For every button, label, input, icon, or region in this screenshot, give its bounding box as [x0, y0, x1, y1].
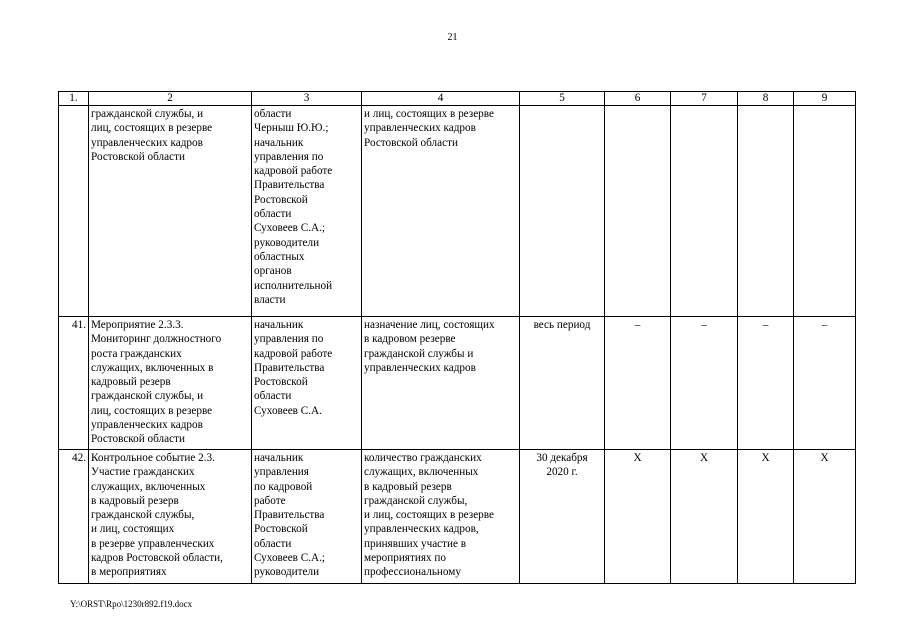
cell-text-line: работе — [254, 494, 286, 507]
plan-table — [58, 91, 856, 584]
cell-text-line: управления по — [254, 333, 324, 346]
cell-text-line: области — [254, 537, 292, 550]
table-cell-col-3 — [252, 106, 362, 317]
table-cell-col-7: – — [671, 317, 738, 450]
table-cell-col-8 — [738, 106, 794, 317]
table-cell-col-9: – — [794, 317, 856, 450]
cell-text-line: начальник — [254, 136, 304, 149]
cell-text-line: кадров Ростовской области, — [91, 552, 223, 565]
table-cell-col-3 — [252, 317, 362, 450]
cell-text-line: лиц, состоящих в резерве — [91, 404, 213, 417]
cell-text-line: руководители — [254, 566, 320, 579]
cell-text-line: Правительства — [254, 361, 325, 374]
cell-text-line: управленческих кадров, — [364, 523, 479, 536]
table-row — [59, 450, 856, 584]
cell-text-line: служащих, включенных — [364, 466, 479, 479]
table-cell-col-9: X — [794, 450, 856, 584]
cell-text-line: областных — [254, 250, 305, 263]
table-cell-col-1: 41. — [59, 317, 89, 450]
cell-text-line: области — [254, 208, 292, 221]
header-cell-4: 4 — [362, 92, 520, 106]
cell-text-line: Суховеев С.А.; — [254, 552, 326, 565]
cell-text-line: власти — [254, 293, 286, 306]
header-cell-2: 2 — [89, 92, 252, 106]
cell-text-line: гражданской службы, — [91, 509, 195, 522]
cell-text-line: кадровой работе — [254, 347, 333, 360]
cell-text-line: гражданской службы и — [364, 347, 474, 360]
cell-text-line: управленческих кадров — [91, 419, 203, 432]
cell-text-line: роста гражданских — [91, 347, 182, 360]
table-cell-col-2 — [89, 317, 252, 450]
cell-text-line: Ростовской — [254, 376, 308, 389]
cell-text-line: управленческих кадров — [91, 136, 203, 149]
cell-text-line: гражданской службы, и — [91, 390, 204, 403]
header-cell-3: 3 — [252, 92, 362, 106]
cell-text-line: начальник — [254, 319, 304, 331]
cell-text-line: принявших участие в — [364, 537, 467, 550]
table-cell-col-6: X — [605, 450, 671, 584]
cell-text-line: управления — [254, 466, 309, 479]
table-cell-col-8: – — [738, 317, 794, 450]
cell-text-line: области — [254, 390, 292, 403]
table-cell-col-9 — [794, 106, 856, 317]
cell-text-line: служащих, включенных — [91, 480, 206, 493]
table-cell-col-1: 42. — [59, 450, 89, 584]
cell-text-line: Правительства — [254, 179, 325, 192]
table-cell-col-4 — [362, 450, 520, 584]
cell-text-line: управления по — [254, 150, 324, 163]
cell-text-line: Суховеев С.А. — [254, 404, 322, 417]
table-cell-col-8: X — [738, 450, 794, 584]
header-cell-9: 9 — [794, 92, 856, 106]
table-cell-col-5 — [520, 450, 605, 584]
cell-text-line: и лиц, состоящих в резерве — [364, 509, 494, 522]
cell-text-line: Черныш Ю.Ю.; — [254, 122, 329, 135]
cell-text-line: 30 декабря — [536, 452, 588, 464]
header-cell-6: 6 — [605, 92, 671, 106]
cell-text-line: количество гражданских — [364, 452, 482, 464]
cell-text-line: 2020 г. — [546, 466, 578, 479]
table-cell-col-1 — [59, 106, 89, 317]
cell-text-line: области — [254, 108, 292, 120]
cell-text-line: руководители — [254, 236, 320, 249]
header-cell-1: 1. — [59, 92, 89, 106]
cell-text-line: в кадровом резерве — [364, 333, 456, 346]
table-cell-col-7 — [671, 106, 738, 317]
cell-text-line: кадровой работе — [254, 165, 333, 178]
table-cell-col-4 — [362, 317, 520, 450]
cell-text-line: в мероприятиях — [91, 566, 167, 579]
cell-text-line: Ростовской области — [91, 433, 185, 446]
cell-text-line: начальник — [254, 452, 304, 464]
cell-text-line: Участие гражданских — [91, 466, 195, 479]
cell-text-line: назначение лиц, состоящих — [364, 319, 495, 331]
table-cell-col-3 — [252, 450, 362, 584]
header-cell-5: 5 — [520, 92, 605, 106]
table-row — [59, 317, 856, 450]
cell-text-line: и лиц, состоящих — [91, 523, 175, 536]
header-cell-8: 8 — [738, 92, 794, 106]
cell-text-line: по кадровой — [254, 480, 313, 493]
cell-text-line: в кадровый резерв — [364, 480, 452, 493]
cell-text-line: и лиц, состоящих в резерве — [364, 108, 494, 120]
cell-text-line: профессиональному — [364, 566, 461, 579]
cell-text-line: Ростовской — [254, 523, 308, 536]
footer-file-path: Y:\ORST\Rpo\1230r892.f19.docx — [70, 599, 193, 609]
table-header-row — [59, 92, 856, 106]
cell-text-line: Ростовской — [254, 193, 308, 206]
cell-text-line: мероприятиях по — [364, 552, 446, 565]
table-cell-col-7: X — [671, 450, 738, 584]
cell-text-line: гражданской службы, — [364, 494, 468, 507]
table-cell-col-2 — [89, 450, 252, 584]
header-cell-7: 7 — [671, 92, 738, 106]
table-cell-col-5: весь период — [520, 317, 605, 450]
cell-text-line: Ростовской области — [364, 136, 458, 149]
table-cell-col-6: – — [605, 317, 671, 450]
cell-text-line: исполнительной — [254, 279, 333, 292]
table-cell-col-5 — [520, 106, 605, 317]
cell-text-line: кадровый резерв — [91, 376, 171, 389]
cell-text-line: органов — [254, 265, 292, 278]
cell-text-line: Контрольное событие 2.3. — [91, 452, 215, 464]
cell-text-line: служащих, включенных в — [91, 361, 214, 374]
cell-text-line: гражданской службы, и — [91, 108, 204, 120]
cell-text-line: управленческих кадров — [364, 122, 476, 135]
page-number: 21 — [447, 32, 458, 43]
cell-text-line: Мониторинг должностного — [91, 333, 222, 346]
cell-text-line: Суховеев С.А.; — [254, 222, 326, 235]
cell-text-line: Ростовской области — [91, 150, 185, 163]
table-cell-col-4 — [362, 106, 520, 317]
table-cell-col-6 — [605, 106, 671, 317]
cell-text-line: в резерве управленческих — [91, 537, 215, 550]
cell-text-line: управленческих кадров — [364, 361, 476, 374]
cell-text-line: в кадровый резерв — [91, 494, 179, 507]
cell-text-line: Правительства — [254, 509, 325, 522]
cell-text-line: лиц, состоящих в резерве — [91, 122, 213, 135]
table-cell-col-2 — [89, 106, 252, 317]
table-row — [59, 106, 856, 317]
cell-text-line: Мероприятие 2.3.3. — [91, 319, 184, 331]
